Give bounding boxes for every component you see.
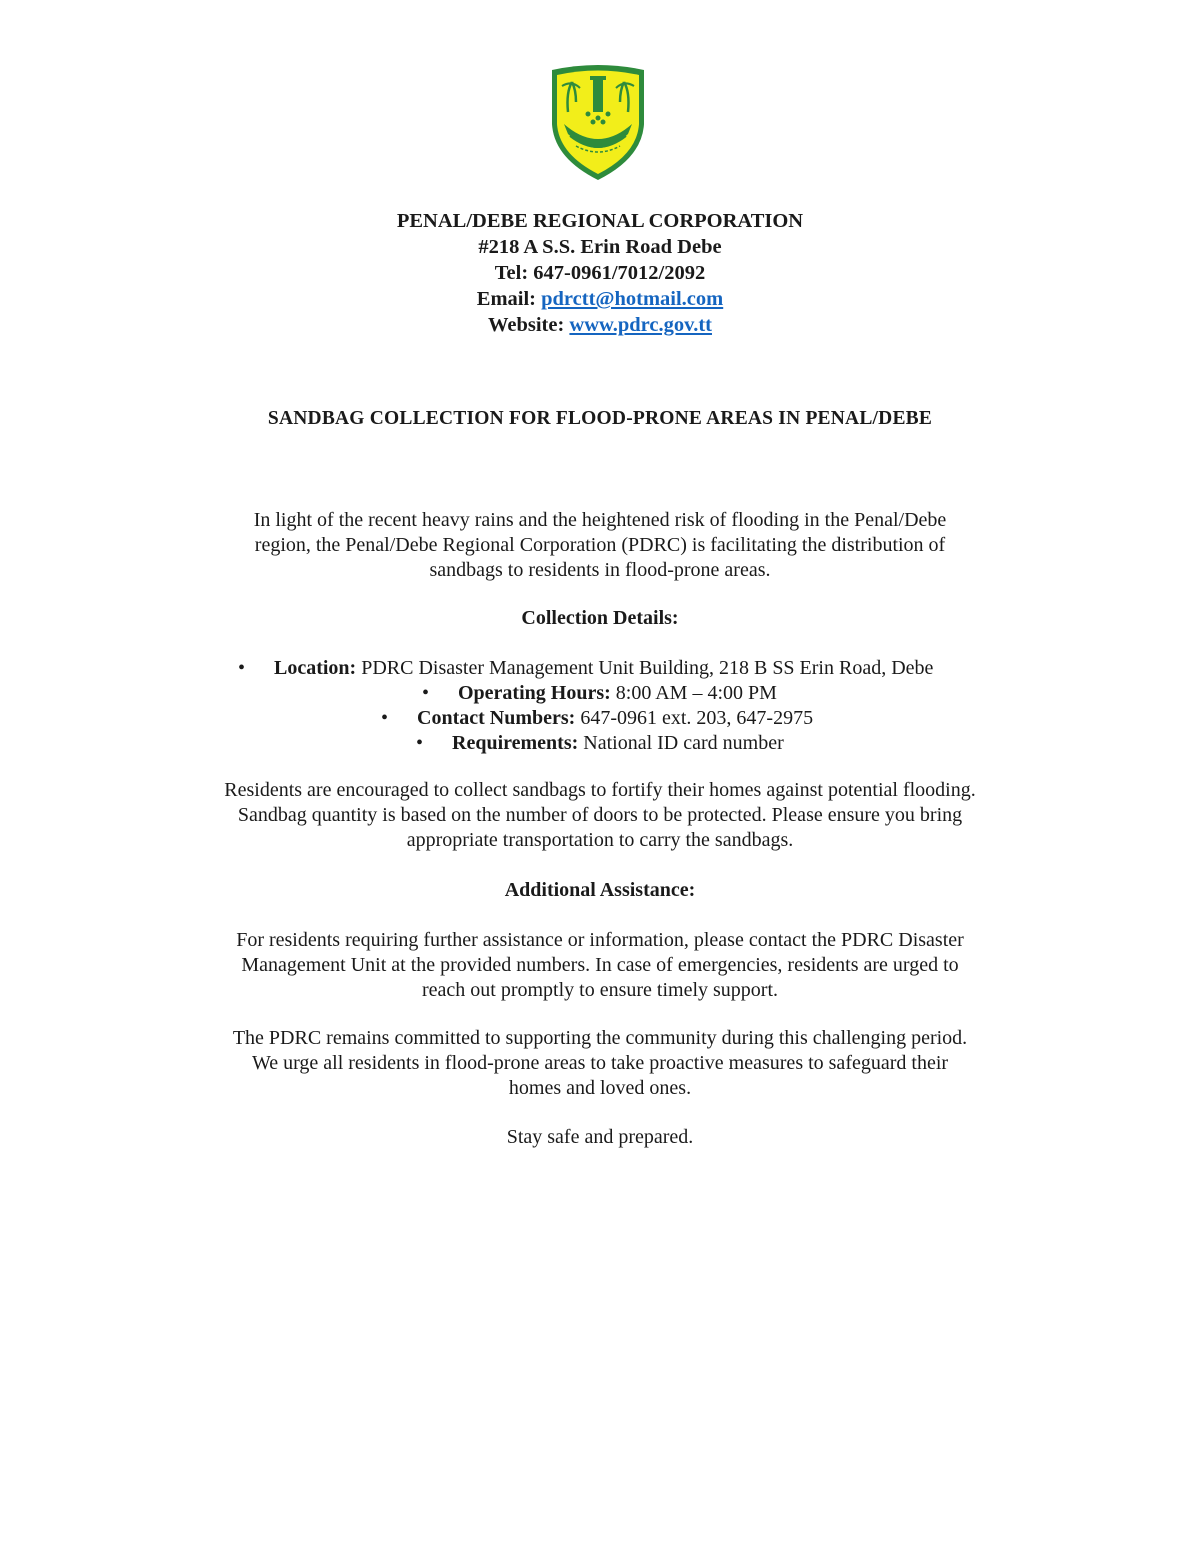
assistance-line: Management Unit at the provided numbers. In case of emergencies, residents are urged to bbox=[241, 954, 959, 976]
detail-label: Contact Numbers: bbox=[417, 707, 576, 729]
bullet-dot: • bbox=[416, 732, 424, 754]
detail-value: 8:00 AM – 4:00 PM bbox=[610, 682, 777, 704]
corporation-crest-logo bbox=[546, 62, 650, 182]
email-link[interactable]: pdrctt@hotmail.com bbox=[541, 288, 724, 310]
letterhead bbox=[0, 208, 1200, 338]
residents-paragraph bbox=[150, 778, 1050, 853]
assistance-line: For residents requiring further assistance or information, please contact the PDRC Disaster bbox=[236, 929, 964, 951]
commitment-paragraph bbox=[150, 1026, 1050, 1101]
intro-line: region, the Penal/Debe Regional Corporation (PDRC) is facilitating the distribution of bbox=[254, 534, 946, 556]
residents-line: Residents are encouraged to collect sandbags to fortify their homes against potential flooding. bbox=[224, 779, 976, 801]
additional-assistance-heading: Additional Assistance: bbox=[504, 879, 696, 901]
notice-title: SANDBAG COLLECTION FOR FLOOD-PRONE AREAS IN PENAL/DEBE bbox=[267, 408, 933, 429]
email-label: Email: bbox=[476, 288, 536, 310]
intro-line: sandbags to residents in flood-prone areas. bbox=[429, 559, 771, 581]
detail-label: Location: bbox=[274, 657, 357, 679]
detail-item-hours bbox=[422, 681, 777, 706]
detail-item-contact bbox=[381, 706, 813, 731]
detail-value: PDRC Disaster Management Unit Building, 218 B SS Erin Road, Debe bbox=[356, 657, 934, 679]
residents-line: Sandbag quantity is based on the number of doors to be protected. Please ensure you bring bbox=[237, 804, 963, 826]
bullet-dot: • bbox=[422, 682, 430, 704]
organization-address: #218 A S.S. Erin Road Debe bbox=[478, 236, 722, 258]
bullet-dot: • bbox=[238, 657, 246, 679]
detail-item-location bbox=[238, 656, 933, 681]
detail-label: Operating Hours: bbox=[458, 682, 611, 704]
intro-line: In light of the recent heavy rains and the heightened risk of flooding in the Penal/Debe bbox=[253, 509, 947, 531]
telephone-line: Tel: 647-0961/7012/2092 bbox=[494, 262, 706, 284]
website-link[interactable]: www.pdrc.gov.tt bbox=[569, 314, 712, 336]
assistance-line: reach out promptly to ensure timely support. bbox=[421, 979, 779, 1001]
detail-item-requirements bbox=[416, 731, 784, 756]
website-label: Website: bbox=[488, 314, 565, 336]
closing-line: Stay safe and prepared. bbox=[506, 1126, 694, 1148]
website-line bbox=[0, 312, 1200, 338]
detail-value: 647-0961 ext. 203, 647-2975 bbox=[575, 707, 814, 729]
organization-name: PENAL/DEBE REGIONAL CORPORATION bbox=[396, 210, 804, 232]
commitment-line: We urge all residents in flood-prone areas to take proactive measures to safeguard their bbox=[251, 1052, 949, 1074]
bullet-dot: • bbox=[381, 707, 389, 729]
detail-label: Requirements: bbox=[452, 732, 579, 754]
assistance-paragraph bbox=[150, 928, 1050, 1003]
commitment-line: The PDRC remains committed to supporting the community during this challenging period. bbox=[232, 1027, 968, 1049]
intro-paragraph bbox=[150, 508, 1050, 583]
email-line bbox=[0, 286, 1200, 312]
commitment-line: homes and loved ones. bbox=[508, 1077, 692, 1099]
detail-value: National ID card number bbox=[578, 732, 784, 754]
collection-details-heading: Collection Details: bbox=[521, 607, 679, 629]
residents-line: appropriate transportation to carry the sandbags. bbox=[406, 829, 794, 851]
